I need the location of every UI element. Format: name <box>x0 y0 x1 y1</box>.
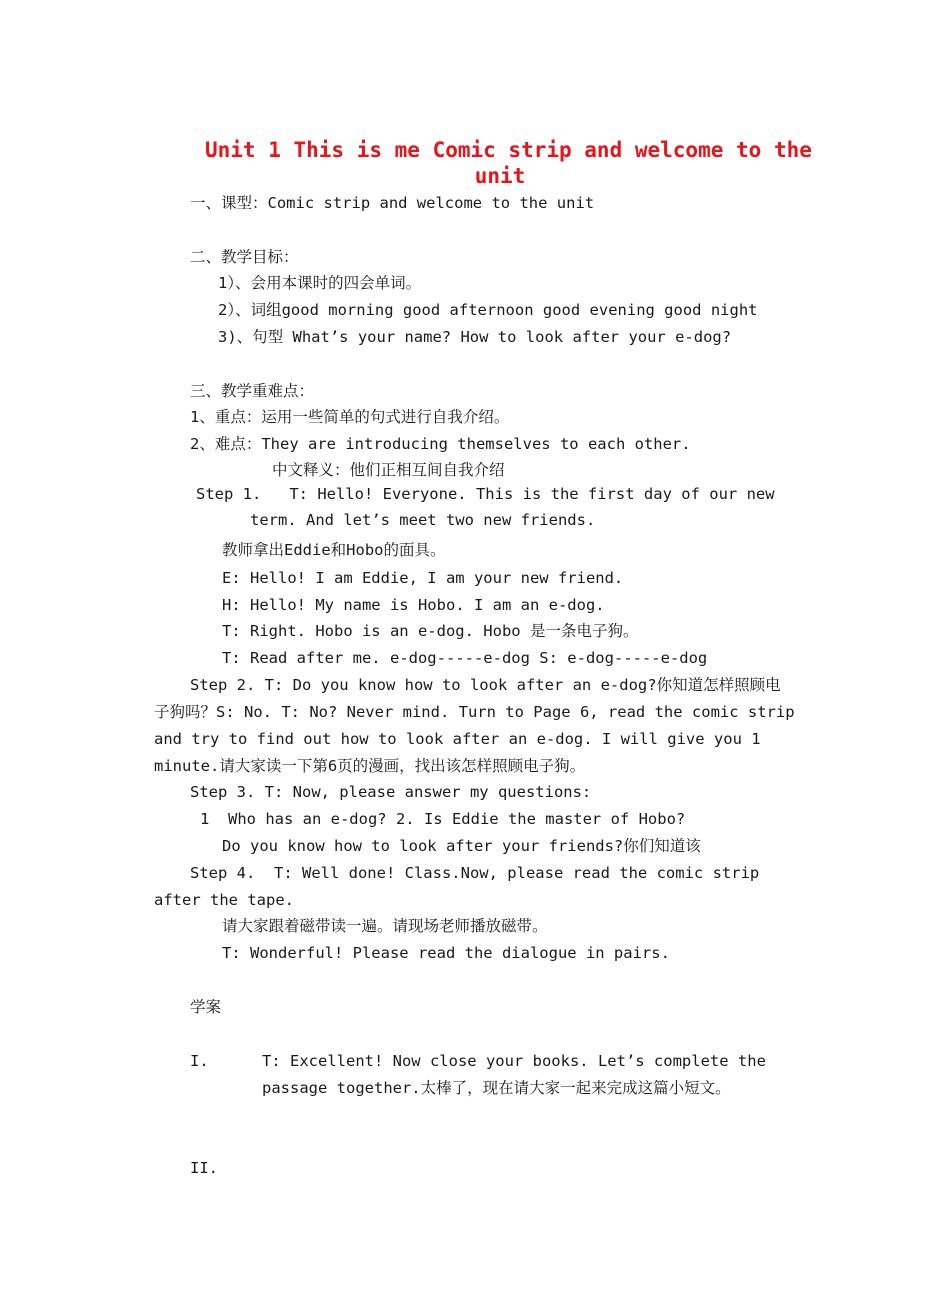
key-point: 1、重点：运用一些简单的句式进行自我介绍。 <box>190 408 510 426</box>
step-4-line-4: T: Wonderful! Please read the dialogue in pairs. <box>222 944 670 962</box>
step-3-line-1: Step 3. T: Now, please answer my questions: <box>190 783 592 801</box>
step-1-line-3: 教师拿出Eddie和Hobo的面具。 <box>222 541 446 559</box>
exercise-1-line-2: passage together.太棒了，现在请大家一起来完成这篇小短文。 <box>262 1079 731 1097</box>
step-3-line-3: Do you know how to look after your friends?你们知道该 <box>222 837 701 855</box>
step-1-line-2: term. And let’s meet two new friends. <box>250 511 596 529</box>
section-heading-key-points: 三、教学重难点： <box>190 382 315 400</box>
step-4-line-2: after the tape. <box>154 891 294 909</box>
objective-1: 1）、会用本课时的四会单词。 <box>218 274 422 292</box>
step-1-line-1: Step 1. T: Hello! Everyone. This is the first day of our new <box>196 485 775 503</box>
step-1-line-5: H: Hello! My name is Hobo. I am an e-dog. <box>222 596 605 614</box>
step-1-line-4: E: Hello! I am Eddie, I am your new friend. <box>222 569 624 587</box>
step-1-line-6: T: Right. Hobo is an e-dog. Hobo 是一条电子狗。 <box>222 622 639 640</box>
step-2-line-3: and try to find out how to look after an e-dog. I will give you 1 <box>154 730 761 748</box>
step-1-line-7: T: Read after me. e-dog-----e-dog S: e-dog-----e-dog <box>222 649 708 667</box>
exercise-1-number: I. <box>190 1052 209 1070</box>
objective-3: 3)、句型 What’s your name? How to look after your e-dog? <box>218 328 732 346</box>
difficult-point-translation: 中文释义：他们正相互间自我介绍 <box>272 461 505 479</box>
study-plan-heading: 学案 <box>190 998 222 1016</box>
step-3-line-2: 1 Who has an e-dog? 2. Is Eddie the master of Hobo? <box>200 810 686 828</box>
title-line-1: Unit 1 This is me Comic strip and welcome to the <box>205 138 812 162</box>
step-4-line-3: 请大家跟着磁带读一遍。请现场老师播放磁带。 <box>222 917 548 935</box>
objective-2: 2）、词组good morning good afternoon good evening good night <box>218 301 758 319</box>
exercise-2-number: II. <box>190 1159 218 1177</box>
step-2-line-1: Step 2. T: Do you know how to look after an e-dog?你知道怎样照顾电 <box>190 676 781 694</box>
lesson-type: 一、课型：Comic strip and welcome to the unit <box>190 194 595 212</box>
section-heading-objectives: 二、教学目标： <box>190 248 299 266</box>
exercise-1-line-1: T: Excellent! Now close your books. Let’s complete the <box>262 1052 766 1070</box>
document-title <box>205 137 812 189</box>
title-line-2: unit <box>474 164 526 188</box>
step-4-line-1: Step 4. T: Well done! Class.Now, please read the comic strip <box>190 864 760 882</box>
difficult-point: 2、难点：They are introducing themselves to each other. <box>190 435 691 453</box>
step-2-line-2: 子狗吗？S: No. T: No? Never mind. Turn to Page 6, read the comic strip <box>154 703 795 721</box>
step-2-line-4: minute.请大家读一下第6页的漫画，找出该怎样照顾电子狗。 <box>154 757 586 775</box>
